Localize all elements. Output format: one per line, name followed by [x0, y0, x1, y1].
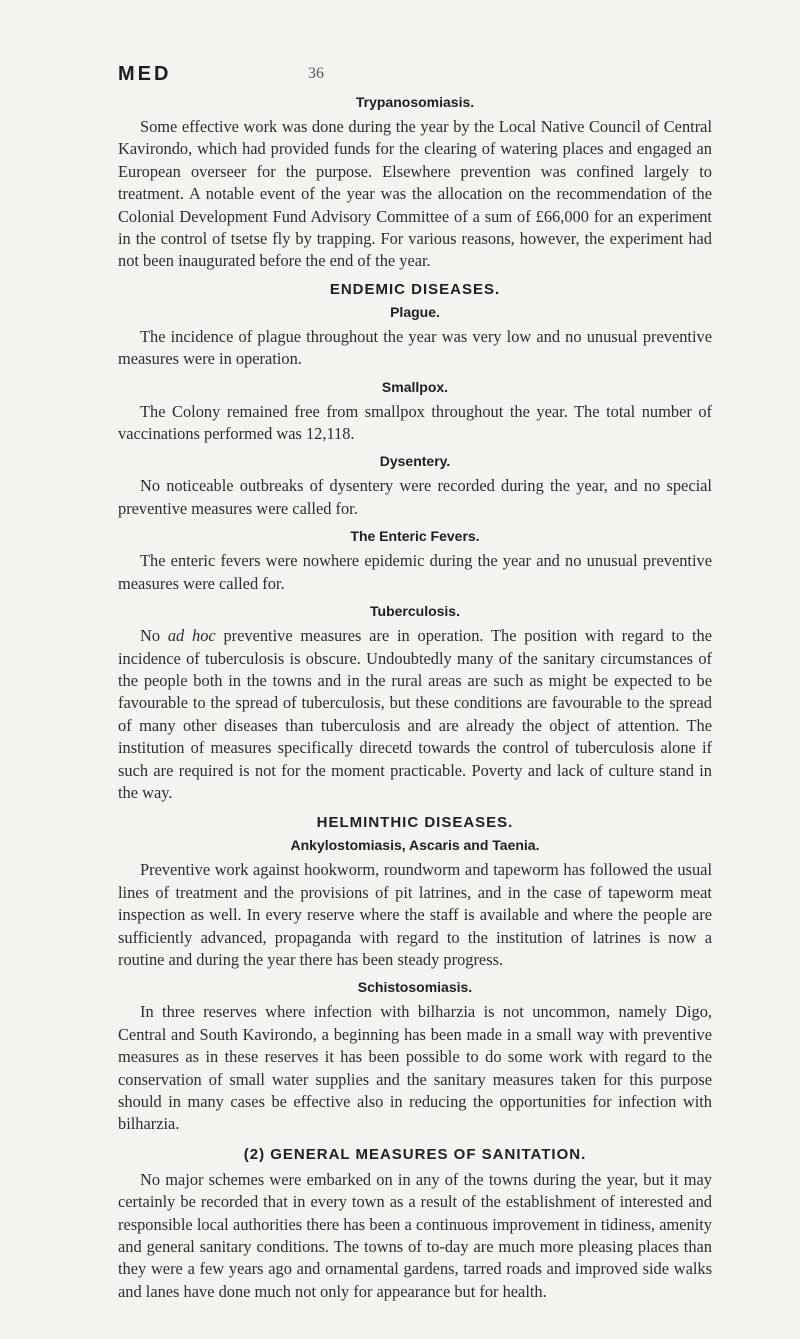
- section-heading: Dysentery.: [379, 453, 451, 470]
- section-paragraph: No noticeable outbreaks of dysentery were recorded during the year, and no special preventive measures were called for.: [118, 476, 712, 518]
- latin-term: ad hoc: [167, 626, 216, 646]
- section-heading: Smallpox.: [381, 378, 449, 395]
- section-general-sanitation: [118, 1146, 712, 1303]
- section-heading: Schistosomiasis.: [357, 979, 473, 996]
- paragraph-lead: No: [140, 626, 168, 646]
- paragraph-rest: preventive measures are in operation. The position with regard to the incidence of tuberculosis is obscure. Undoubtedly many of the sanitary circumstances of the people both in the towns and in the rural areas are such as might be expected to be favourable to the spread of tuberculosis, but these conditions are favourable to the spread of many other diseases than tuberculosis and are already the object of attention. The institution of measures specifically direcetd towards the control of tuberculosis alone if such are required is not for the moment practicable. Poverty and lack of culture stand in the way.: [118, 626, 712, 802]
- page-content: [118, 94, 712, 1303]
- section-ankylostomiasis: [118, 837, 712, 971]
- section-plague: [118, 304, 712, 371]
- section-smallpox: [118, 379, 712, 446]
- section-paragraph: The Colony remained free from smallpox throughout the year. The total number of vaccinations performed was 12,118.: [118, 401, 712, 444]
- section-schistosomiasis: [118, 979, 712, 1135]
- section-tuberculosis: [118, 603, 712, 804]
- section-heading: Tuberculosis.: [370, 603, 460, 620]
- section-helminthic-diseases: [118, 814, 712, 831]
- section-paragraph: Some effective work was done during the year by the Local Native Council of Central Kavirondo, which had provided funds for the clearing of watering places and engaged an European overseer for the purpose. Elsewhere prevention was confined largely to treatment. A notable event of the year was the allocation on the recommendation of the Colonial Development Fund Advisory Committee of a sum of £66,000 for an experiment in the control of tsetse fly by trapping. For various reasons, however, the experiment had not been inaugurated before the end of the year.: [118, 117, 712, 271]
- section-endemic-diseases: [118, 281, 712, 298]
- section-paragraph: In three reserves where infection with bilharzia is not uncommon, namely Digo, Central and South Kavirondo, a beginning has been made in a small way with preventive measures as in these reserves it has been possible to do some work with regard to the conservation of small water supplies and the sanitary measures taken for this purpose should in many cases be effective also in reducing the opportunities for infection with bilharzia.: [118, 1002, 712, 1134]
- section-paragraph: Preventive work against hookworm, roundworm and tapeworm has followed the usual lines of treatment and the provisions of pit latrines, and in the case of tapeworm meat inspection as well. In every reserve where the staff is available and where the people are sufficiently advanced, propaganda with regard to the institution of latrines is now a routine and during the year there has been steady progress.: [118, 860, 712, 969]
- section-heading: The Enteric Fevers.: [350, 528, 480, 545]
- section-heading: (2) GENERAL MEASURES OF SANITATION.: [243, 1145, 587, 1163]
- section-dysentery: [118, 453, 712, 520]
- section-heading: HELMINTHIC DISEASES.: [316, 814, 514, 832]
- section-paragraph: The incidence of plague throughout the year was very low and no unusual preventive measures were in operation.: [118, 326, 712, 369]
- section-paragraph: The enteric fevers were nowhere epidemic during the year and no unusual preventive measures were called for.: [118, 551, 712, 593]
- section-paragraph: [118, 625, 712, 804]
- section-paragraph: No major schemes were embarked on in any of the towns during the year, but it may certainly be recorded that in every town as a result of the establishment of interested and responsible local authorities there has been a continuous improvement in tidiness, amenity and general sanitary conditions. The towns of to-day are much more pleasing places than they were a few years ago and ornamental gardens, tarred roads and improved side walks and lanes have done much not only for appearance but for health.: [118, 1169, 712, 1301]
- section-enteric-fevers: [118, 528, 712, 595]
- running-head: [118, 63, 718, 87]
- page-number: 36: [308, 65, 324, 82]
- section-trypanosomiasis: [118, 94, 712, 273]
- section-heading: Ankylostomiasis, Ascaris and Taenia.: [290, 837, 540, 854]
- document-code: MED: [118, 63, 172, 85]
- section-heading: Trypanosomiasis.: [355, 94, 475, 110]
- section-heading: ENDEMIC DISEASES.: [329, 280, 501, 298]
- section-heading: Plague.: [390, 303, 440, 320]
